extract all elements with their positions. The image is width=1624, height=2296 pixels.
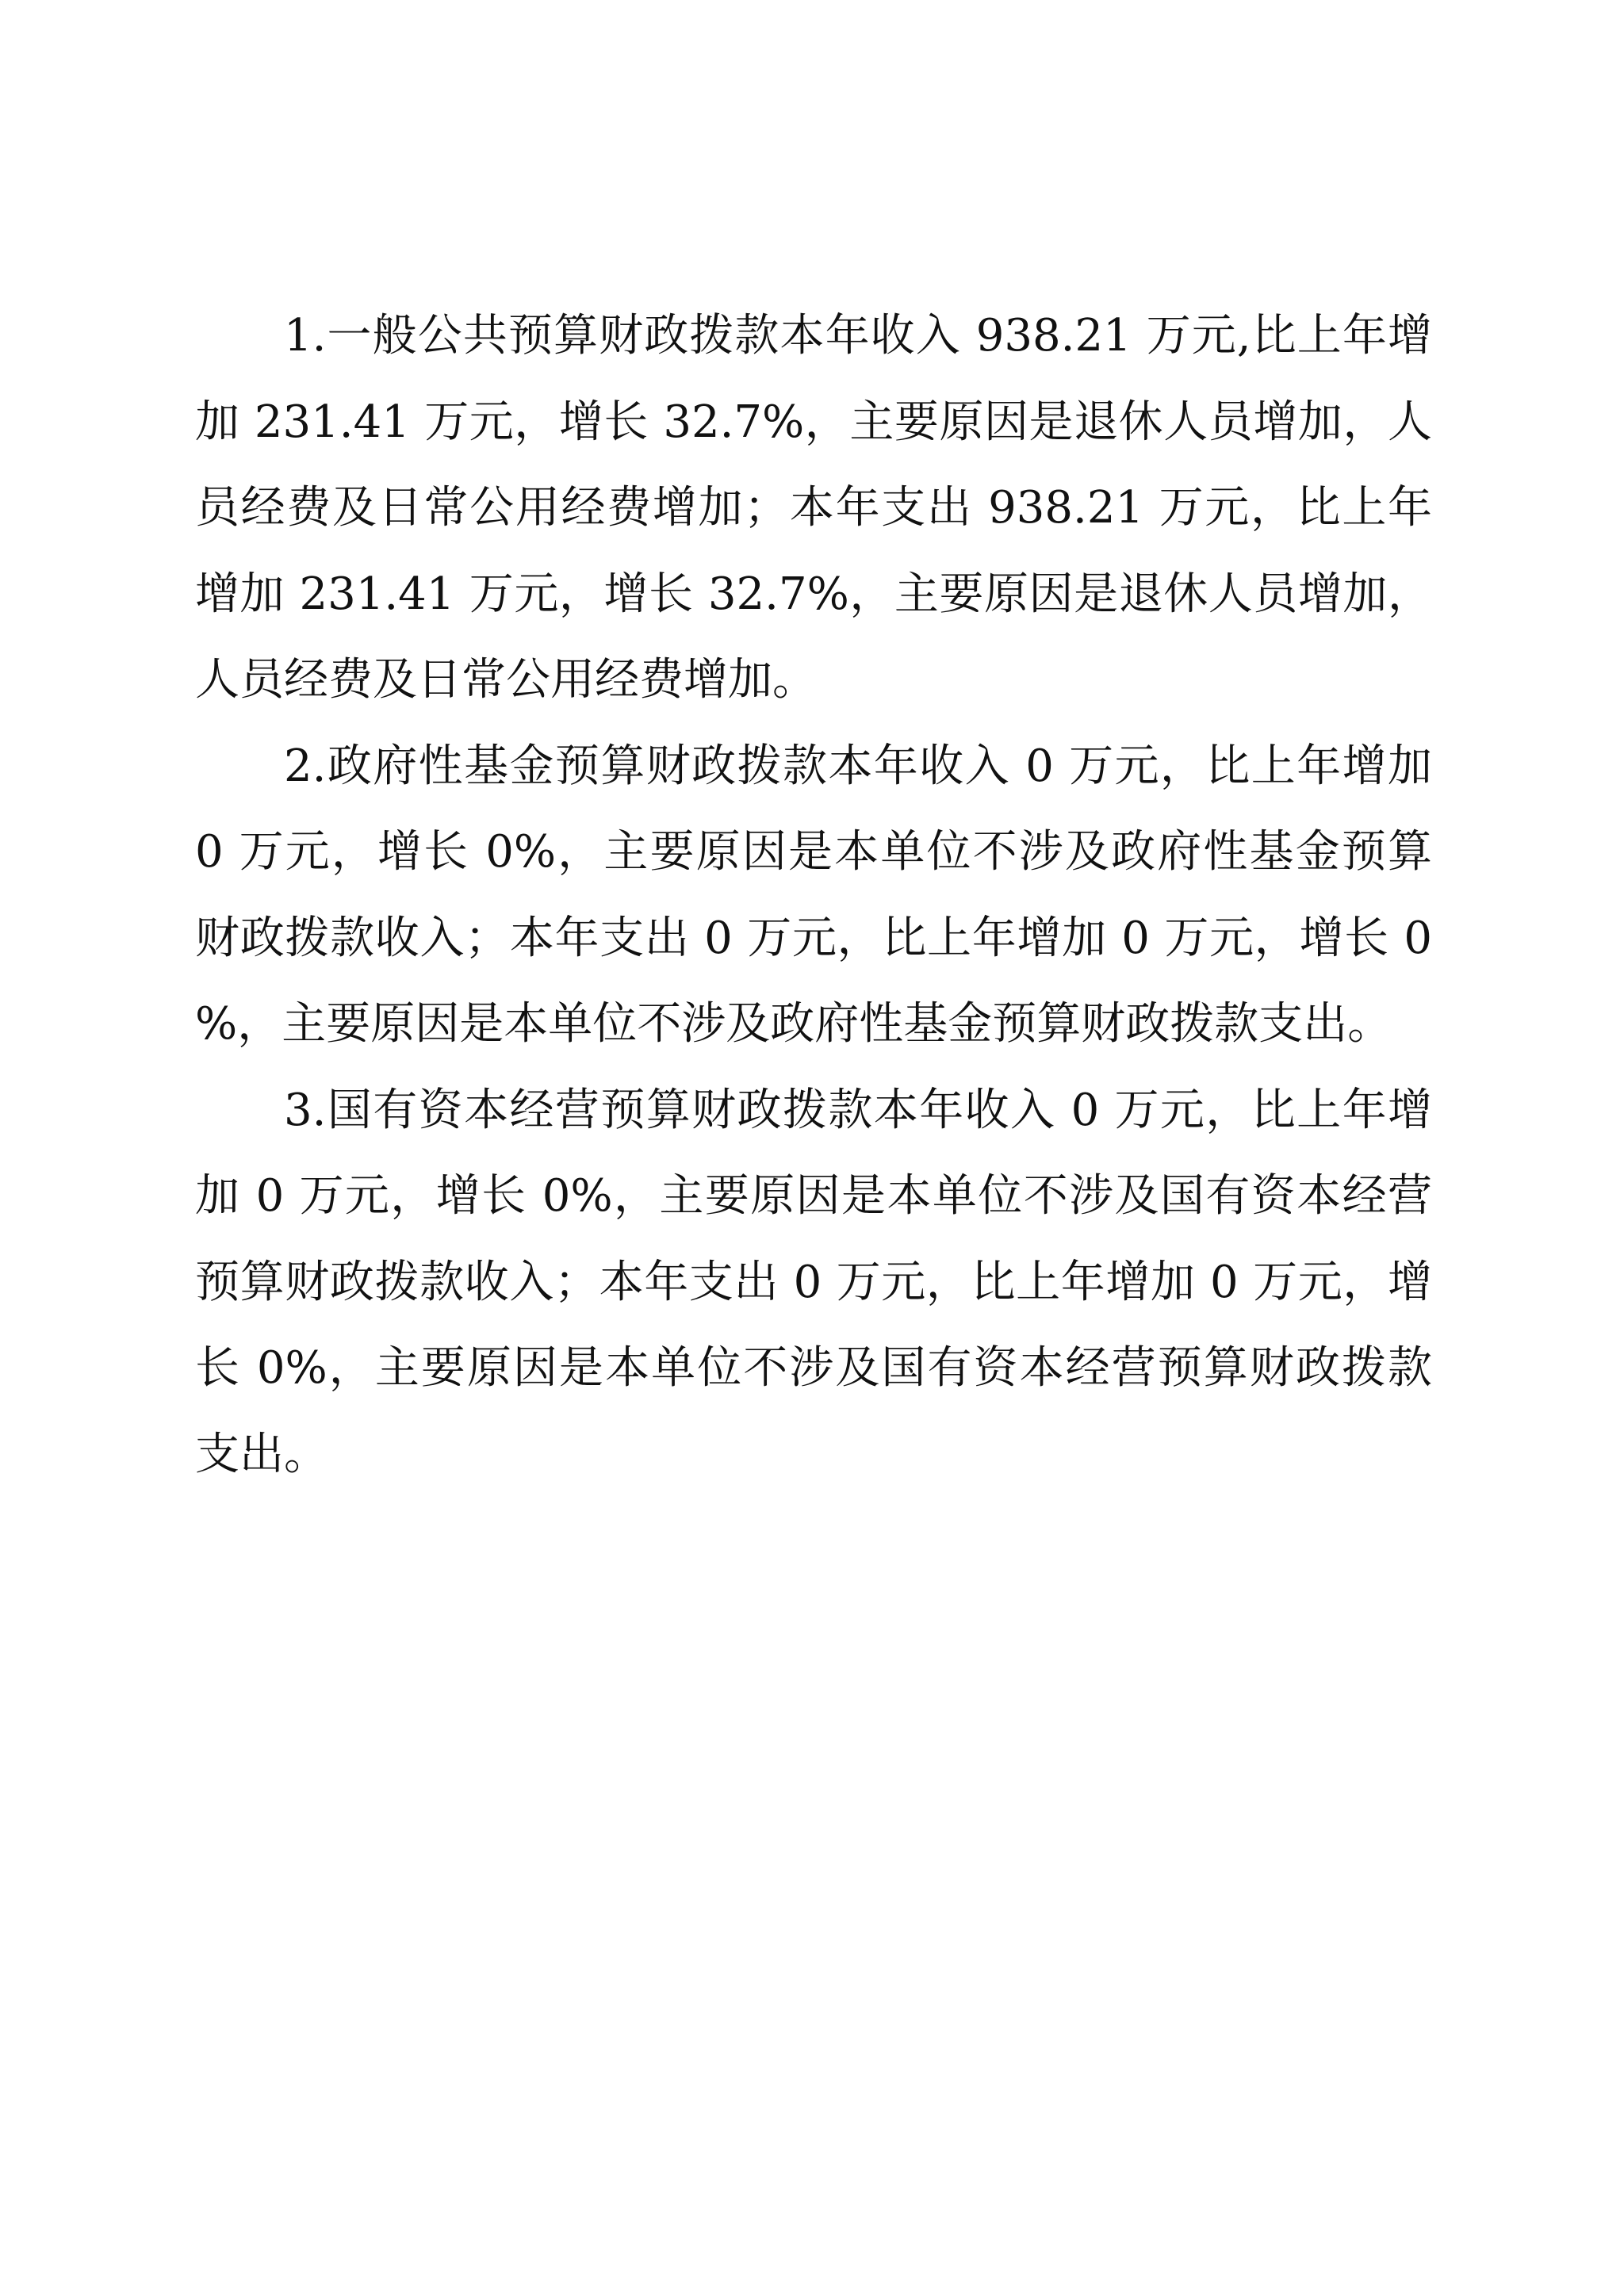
paragraph-general-budget: 1.一般公共预算财政拨款本年收入 938.21 万元,比上年增加 231.41 万元，增长 32.7%，主要原因是退休人员增加，人员经费及日常公用经费增加；本年支出 938.21 万元，比上年增加 231.41 万元，增长 32.7%，主要原因是退休人员增加，人员经费及日常公用经费增加。 xyxy=(195,310,1432,706)
document-body xyxy=(195,293,1432,1498)
paragraph-state-capital-budget: 3.国有资本经营预算财政拨款本年收入 0 万元，比上年增加 0 万元，增长 0%，主要原因是本单位不涉及国有资本经营预算财政拨款收入；本年支出 0 万元，比上年增加 0 万元，增长 0%，主要原因是本单位不涉及国有资本经营预算财政拨款支出。 xyxy=(195,1084,1432,1480)
paragraph-government-fund-budget: 2.政府性基金预算财政拨款本年收入 0 万元，比上年增加 0 万元，增长 0%，主要原因是本单位不涉及政府性基金预算财政拨款收入；本年支出 0 万元，比上年增加 0 万元，增长 0%，主要原因是本单位不涉及政府性基金预算财政拨款支出。 xyxy=(195,740,1432,1050)
